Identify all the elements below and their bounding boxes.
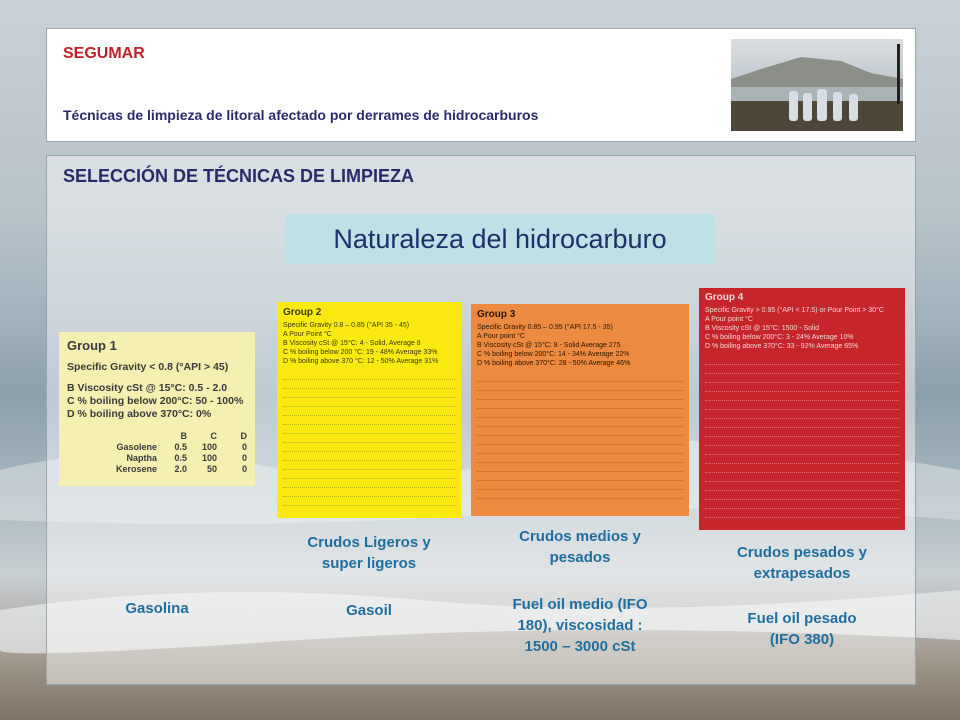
presentation-subtitle: Técnicas de limpieza de litoral afectado por derrames de hidrocarburos	[63, 107, 539, 123]
group-2-card	[277, 302, 461, 518]
group-1-title: Group 1	[67, 338, 117, 353]
hydrocarbon-nature-banner: Naturaleza del hidrocarburo	[285, 214, 715, 264]
group-4-line: D % boiling above 370°C: 33 - 92% Average 65%	[705, 343, 859, 350]
table-row: Kerosene 2.0 50 0	[115, 464, 247, 474]
caption-gasoline: Gasolina	[125, 600, 189, 617]
group-4-line: B Viscosity cSt @ 15°C: 1500 - Solid	[705, 325, 820, 332]
caption-light-crudes: Crudos Ligeros y super ligeros	[307, 534, 431, 572]
caption-heavy-fuel-oil: Fuel oil pesado (IFO 380)	[747, 610, 857, 648]
group-3-line: B Viscosity cSt @ 15°C: 8 - Solid Average 275	[477, 342, 621, 349]
header-panel	[46, 28, 916, 142]
caption-medium-fuel-oil: Fuel oil medio (IFO 180), viscosidad : 1500 – 3000 cSt	[512, 596, 648, 655]
group-3-line: D % boiling above 370°C: 28 - 50% Average 46%	[477, 360, 631, 367]
table-row: B C D	[180, 431, 247, 441]
group-1-line: D % boiling above 370°C: 0%	[67, 408, 212, 420]
group-2-line: B Viscosity cSt @ 15°C: 4 - Solid, Average 8	[283, 340, 421, 347]
group-1-line: B Viscosity cSt @ 15°C: 0.5 - 2.0	[67, 382, 228, 394]
group-2-title: Group 2	[283, 307, 322, 318]
group-3-oil-table	[477, 374, 683, 499]
caption-gasoil: Gasoil	[346, 602, 392, 619]
group-1-table	[67, 431, 247, 475]
brand-name: SEGUMAR	[63, 45, 145, 62]
group-2-line: A Pour Point °C	[283, 331, 332, 338]
group-3-card	[471, 304, 689, 516]
header-photo	[731, 39, 903, 131]
group-2-line: C % boiling below 200 °C: 19 - 48% Average 33%	[283, 349, 438, 356]
group-4-oil-table	[705, 357, 899, 518]
group-3-title: Group 3	[477, 309, 516, 320]
group-2-line: Specific Gravity 0.8 – 0.85 (°API 35 - 45)	[283, 322, 410, 329]
group-2-line: D % boiling above 370 °C: 12 - 50% Average 31%	[283, 358, 439, 365]
coast-cleanup-photo	[731, 39, 903, 131]
group-4-line: Specific Gravity > 0.95 (°API < 17.5) or Pour Point > 30°C	[705, 307, 884, 314]
group-3-line: A Pour point °C	[477, 333, 525, 340]
group-1-line: Specific Gravity < 0.8 (°API > 45)	[67, 361, 229, 373]
caption-heavy-crudes: Crudos pesados y extrapesados	[736, 544, 868, 582]
group-1-line: C % boiling below 200°C: 50 - 100%	[67, 395, 244, 407]
main-panel	[46, 155, 916, 685]
group-3-line: Specific Gravity 0.85 – 0.95 (°API 17.5 - 35)	[477, 324, 613, 331]
group-4-title: Group 4	[705, 292, 744, 303]
section-title: SELECCIÓN DE TÉCNICAS DE LIMPIEZA	[63, 166, 415, 186]
group-4-line: A Pour point °C	[705, 316, 753, 323]
group-4-card	[699, 288, 905, 530]
group-2-oil-table	[283, 372, 455, 506]
table-row: Naptha 0.5 100 0	[126, 453, 247, 463]
group-4-line: C % boiling below 200°C: 3 - 24% Average 10%	[705, 334, 854, 341]
table-row: Gasolene 0.5 100 0	[116, 442, 247, 452]
group-3-line: C % boiling below 200°C: 14 - 34% Average 22%	[477, 351, 630, 358]
caption-medium-crudes: Crudos medios y pesados	[519, 528, 641, 566]
group-1-card	[59, 332, 255, 486]
